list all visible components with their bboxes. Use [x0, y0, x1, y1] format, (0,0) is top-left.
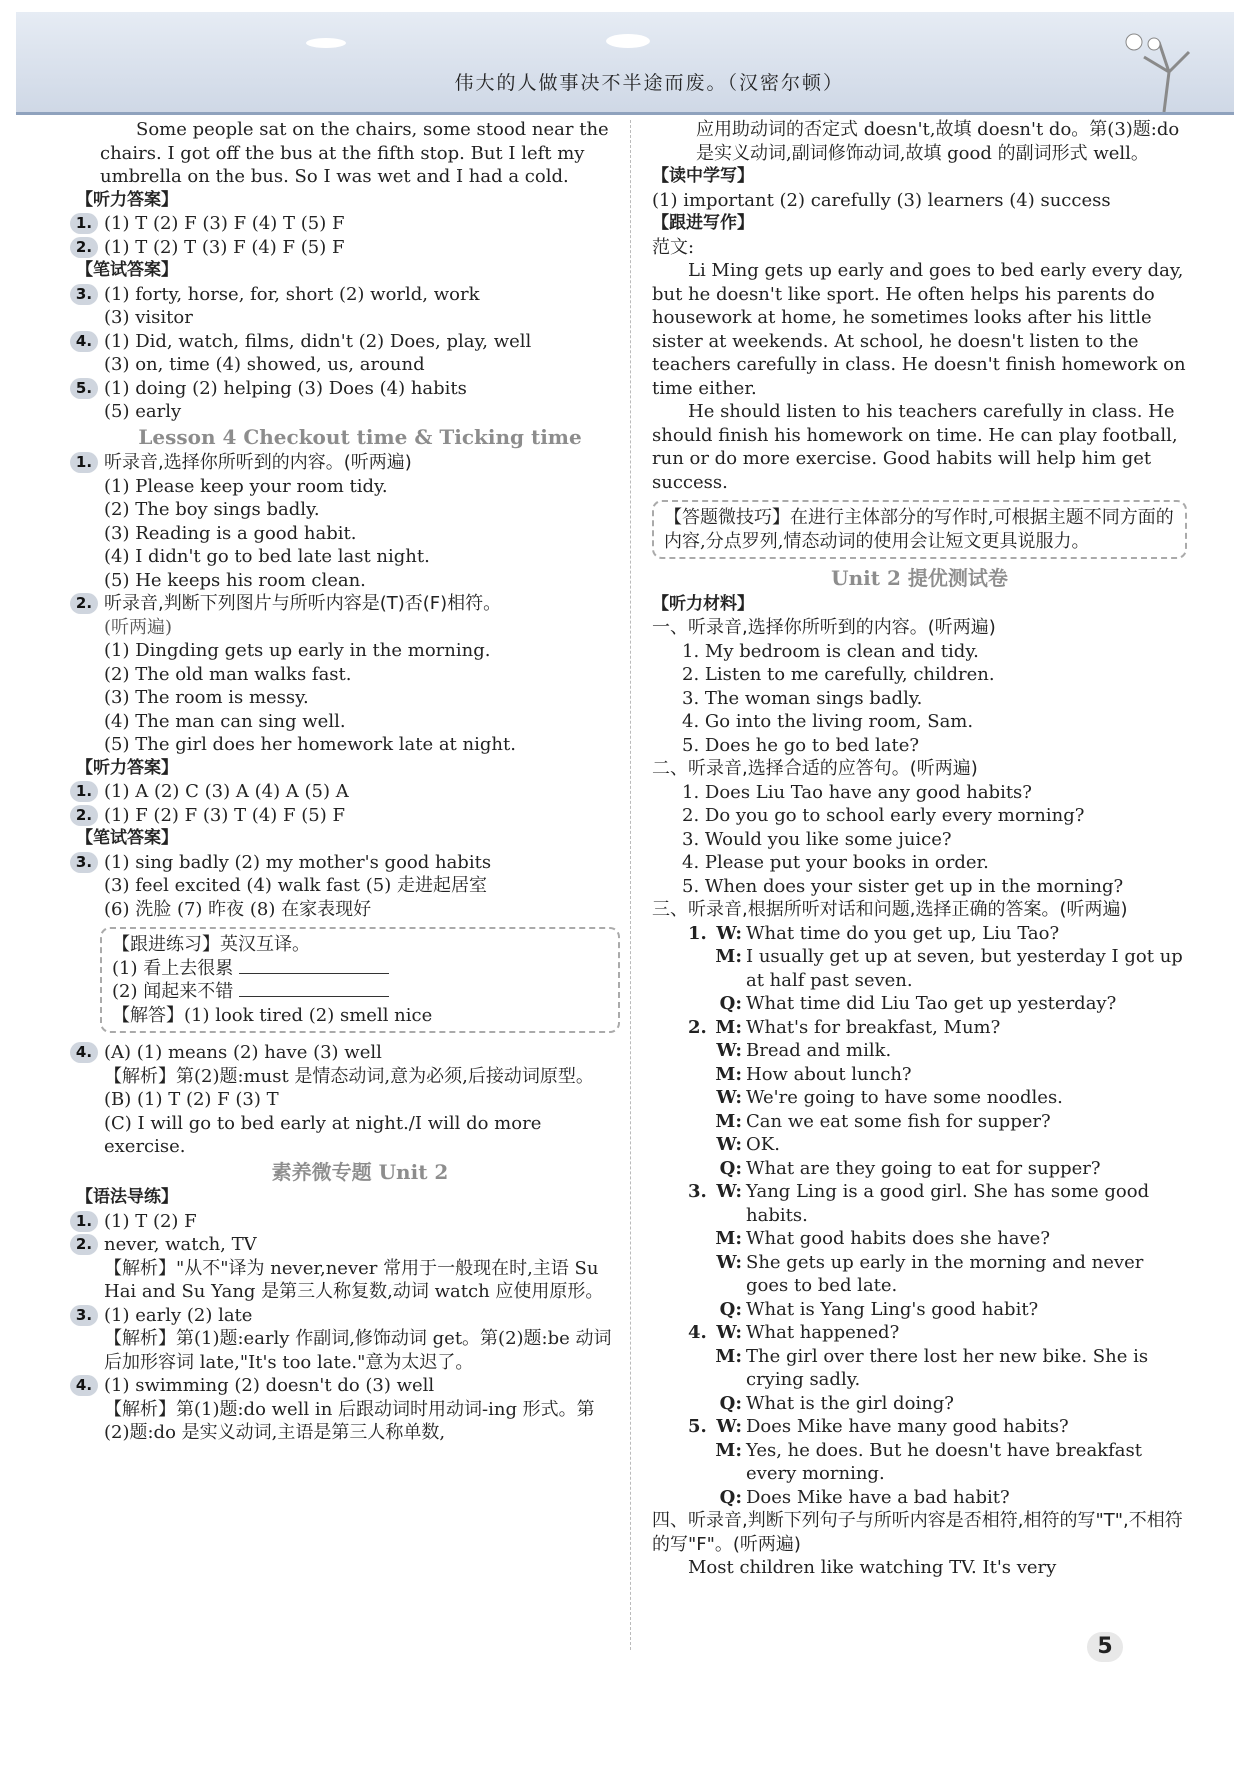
dialog-number: 4. — [688, 1322, 707, 1343]
answer-row: 2. (1) T (2) T (3) F (4) F (5) F — [100, 236, 620, 260]
answer-line: (B) (1) T (2) F (3) T — [104, 1089, 279, 1110]
dialog-number — [688, 992, 712, 1016]
dialog-speaker: W: — [716, 1416, 742, 1437]
answer-line: (6) 洗脸 (7) 昨夜 (8) 在家表现好 — [104, 898, 372, 920]
dialog-speaker: Q: — [719, 993, 742, 1014]
section-title: 【读中学写】 — [652, 166, 754, 186]
sample-label: 范文: — [652, 236, 695, 258]
dialog-number — [688, 1486, 712, 1510]
answer-row: 4. (1) swimming (2) doesn't do (3) well — [100, 1374, 620, 1398]
dialog-number — [688, 945, 712, 992]
question-row: 1. 听录音,选择你所听到的内容。(听两遍) — [100, 451, 620, 475]
dialog-number: 3. — [688, 1181, 707, 1202]
cloud-decoration — [606, 34, 650, 48]
answer-line: (1) important (2) carefully (3) learners (4) success — [652, 189, 1111, 211]
dialog-speaker: W: — [716, 922, 742, 944]
list-item: 3. Would you like some juice? — [682, 828, 952, 850]
unit-title: Unit 2 提优测试卷 — [831, 566, 1008, 590]
dialog-line — [652, 1439, 1187, 1486]
dialog-text: What happened? — [746, 1322, 900, 1343]
list-item: 3. The woman sings badly. — [682, 687, 923, 709]
answer-row: 5. (1) doing (2) helping (3) Does (4) habits — [100, 377, 620, 401]
dialog-line — [652, 1180, 1187, 1227]
list-item: 1. Does Liu Tao have any good habits? — [682, 781, 1032, 803]
column-divider — [630, 120, 631, 1650]
dialog-text: Does Mike have a bad habit? — [746, 1486, 1010, 1508]
section-title: 【听力材料】 — [652, 593, 754, 614]
answer-row: 4. (A) (1) means (2) have (3) well — [100, 1041, 620, 1065]
dialog-speaker: M: — [715, 1016, 742, 1038]
essay-paragraph: Li Ming gets up early and goes to bed early every day, but he doesn't like sport. He often helps his parents do housework at home, he sometimes looks after his little sister at weekends. At school, he doesn't listen to the teachers carefully in class. He doesn't finish homework on time either. — [652, 260, 1186, 399]
question-number: 2. — [70, 1234, 98, 1255]
practice-answer: 【解答】(1) look tired (2) smell nice — [112, 1004, 433, 1026]
practice-item: (2) 闻起来不错 — [112, 980, 608, 1004]
question-number: 1. — [70, 452, 98, 473]
dialog-number — [688, 1298, 712, 1322]
dialog-line — [652, 922, 1187, 946]
question-row: 2. 听录音,判断下列图片与所听内容是(T)否(F)相符。 — [100, 592, 620, 616]
dialog-line — [652, 1110, 1187, 1134]
answer-row: 2. (1) F (2) F (3) T (4) F (5) F — [100, 804, 620, 828]
dialog-list — [652, 922, 1187, 1510]
motto: 伟大的人做事决不半途而废。（汉密尔顿） — [454, 72, 844, 94]
analysis: 【解析】第(1)题:early 作副词,修饰动词 get。第(2)题:be 动词后加形容词 late,"It's too late."意为太迟了。 — [104, 1328, 612, 1373]
dialog-speaker: W: — [716, 1251, 742, 1273]
dialog-speaker: M: — [715, 1439, 742, 1461]
dialog-line — [652, 1298, 1187, 1322]
section-title: 【听力答案】 — [76, 757, 178, 778]
dialog-speaker: Q: — [719, 1486, 742, 1508]
list-item: 5. Does he go to bed late? — [682, 734, 920, 756]
dialog-text: What good habits does she have? — [746, 1228, 1050, 1249]
answer-line: (3) feel excited (4) walk fast (5) 走进起居室 — [104, 875, 487, 896]
dialog-speaker: M: — [715, 1110, 742, 1132]
list-item: 1. My bedroom is clean and tidy. — [682, 640, 979, 662]
answer-row: 1. (1) T (2) F (3) F (4) T (5) F — [100, 212, 620, 236]
story-text: Some people sat on the chairs, some stood near the chairs. I got off the bus at the fifth stop. But I left my umbrella on the bus. So I was wet and I had a cold. — [100, 119, 609, 187]
dialog-number: 2. — [688, 1016, 707, 1038]
answer-row: 1. (1) A (2) C (3) A (4) A (5) A — [100, 780, 620, 804]
dialog-text: What's for breakfast, Mum? — [746, 1016, 1001, 1038]
note: (听两遍) — [104, 616, 173, 638]
practice-box — [100, 927, 620, 1033]
analysis-continued: 应用助动词的否定式 doesn't,故填 doesn't do。第(3)题:do 是实义动词,副词修饰动词,故填 good 的副词形式 well。 — [696, 119, 1180, 164]
dialog-speaker: M: — [715, 1345, 742, 1367]
dialog-line — [652, 1063, 1187, 1087]
section-heading: 三、听录音,根据所听对话和问题,选择正确的答案。(听两遍) — [652, 899, 1128, 920]
question-number: 4. — [70, 331, 98, 352]
list-item: (4) I didn't go to bed late last night. — [104, 546, 430, 567]
dialog-text: The girl over there lost her new bike. She is crying sadly. — [746, 1345, 1149, 1390]
section-heading: 二、听录音,选择合适的应答句。(听两遍) — [652, 758, 978, 779]
list-item: (3) Reading is a good habit. — [104, 522, 357, 544]
section-title: 【笔试答案】 — [76, 260, 178, 280]
section-title: 【听力答案】 — [76, 189, 178, 210]
question-number: 3. — [70, 852, 98, 873]
answer-row: 4. (1) Did, watch, films, didn't (2) Does, play, well — [100, 330, 620, 354]
passage-start: Most children like watching TV. It's very — [688, 1557, 1057, 1578]
dialog-speaker: W: — [716, 1087, 742, 1108]
analysis: 【解析】"从不"译为 never,never 常用于一般现在时,主语 Su Hai and Su Yang 是第三人称复数,动词 watch 应使用原形。 — [104, 1257, 604, 1302]
list-item: (1) Dingding gets up early in the morning. — [104, 640, 491, 661]
dialog-text: What are they going to eat for supper? — [746, 1157, 1101, 1179]
dialog-number — [688, 1157, 712, 1181]
answer-row: 2. never, watch, TV — [100, 1233, 620, 1257]
lesson-title: Lesson 4 Checkout time & Ticking time — [138, 424, 582, 449]
dialog-text: What time did Liu Tao get up yesterday? — [746, 993, 1117, 1014]
dialog-number — [688, 1039, 712, 1063]
answer-row: 1. (1) T (2) F — [100, 1210, 620, 1234]
dialog-number — [688, 1227, 712, 1251]
dialog-number — [688, 1063, 712, 1087]
dialog-speaker: Q: — [719, 1157, 742, 1179]
section-title: 【语法导练】 — [76, 1187, 178, 1207]
dialog-number — [688, 1251, 712, 1298]
question-number: 2. — [70, 593, 98, 614]
dialog-line — [652, 945, 1187, 992]
answer-line: (3) on, time (4) showed, us, around — [104, 354, 425, 375]
dialog-text: Bread and milk. — [746, 1040, 892, 1061]
list-item: 2. Do you go to school early every morning? — [682, 805, 1085, 826]
dialog-line — [652, 1133, 1187, 1157]
list-item: (2) The boy sings badly. — [104, 499, 320, 520]
practice-item: (1) 看上去很累 — [112, 957, 608, 981]
list-item: (2) The old man walks fast. — [104, 663, 352, 685]
dialog-line — [652, 1039, 1187, 1063]
dialog-speaker: Q: — [719, 1392, 742, 1414]
section-heading: 四、听录音,判断下列句子与所听内容是否相符,相符的写"T",不相符的写"F"。(听两遍) — [652, 1510, 1183, 1555]
dialog-number — [688, 1392, 712, 1416]
dialog-number — [688, 1086, 712, 1110]
dialog-line — [652, 1486, 1187, 1510]
dialog-number: 1. — [688, 922, 707, 944]
dialog-line — [652, 1251, 1187, 1298]
question-number: 3. — [70, 1305, 98, 1326]
right-column — [652, 118, 1187, 1580]
dialog-line — [652, 1227, 1187, 1251]
answer-row: 3. (1) sing badly (2) my mother's good habits — [100, 851, 620, 875]
question-number: 4. — [70, 1042, 98, 1063]
essay-paragraph: He should listen to his teachers carefully in class. He should finish his homework on time. He can play football, run or do more exercise. Good habits will help him get success. — [652, 401, 1178, 493]
section-heading: 一、听录音,选择你所听到的内容。(听两遍) — [652, 617, 996, 638]
dialog-speaker: Q: — [719, 1298, 742, 1320]
practice-title: 【跟进练习】英汉互译。 — [112, 934, 310, 955]
dialog-text: What is Yang Ling's good habit? — [746, 1298, 1039, 1320]
dialog-number — [688, 1110, 712, 1134]
dialog-text: OK. — [746, 1134, 780, 1155]
dialog-text: What is the girl doing? — [746, 1392, 954, 1414]
list-item: 2. Listen to me carefully, children. — [682, 664, 995, 685]
dialog-line — [652, 992, 1187, 1016]
left-column — [75, 118, 620, 1445]
dialog-speaker: W: — [716, 1040, 742, 1061]
dialog-line — [652, 1016, 1187, 1040]
dialog-line — [652, 1157, 1187, 1181]
dialog-text: Yes, he does. But he doesn't have breakfast every morning. — [746, 1439, 1142, 1484]
answer-row: 3. (1) forty, horse, for, short (2) world, work — [100, 283, 620, 307]
dialog-text: She gets up early in the morning and never goes to bed late. — [746, 1251, 1144, 1296]
page-number: 5 — [1087, 1632, 1123, 1662]
answer-line: (3) visitor — [104, 307, 193, 328]
answer-row: 3. (1) early (2) late — [100, 1304, 620, 1328]
list-item: (4) The man can sing well. — [104, 710, 346, 732]
question-number: 3. — [70, 284, 98, 305]
list-item: (3) The room is messy. — [104, 687, 309, 708]
question-number: 2. — [70, 237, 98, 258]
dialog-text: We're going to have some noodles. — [746, 1087, 1063, 1108]
dialog-text: Can we eat some fish for supper? — [746, 1110, 1051, 1132]
list-item: 4. Please put your books in order. — [682, 852, 989, 873]
question-number: 1. — [70, 781, 98, 802]
analysis: 【解析】第(2)题:must 是情态动词,意为必须,后接动词原型。 — [104, 1065, 594, 1087]
dialog-number — [688, 1133, 712, 1157]
list-item: (5) He keeps his room clean. — [104, 569, 366, 591]
dialog-number: 5. — [688, 1416, 707, 1437]
header-banner — [16, 12, 1234, 115]
tree-icon — [1014, 12, 1234, 112]
special-topic-title: 素养微专题 Unit 2 — [271, 1159, 449, 1184]
dialog-speaker: W: — [716, 1134, 742, 1155]
dialog-text: What time do you get up, Liu Tao? — [746, 922, 1060, 944]
dialog-text: Yang Ling is a good girl. She has some good habits. — [746, 1181, 1150, 1226]
section-title: 【笔试答案】 — [76, 828, 178, 848]
dialog-speaker: W: — [716, 1181, 742, 1202]
dialog-line — [652, 1415, 1187, 1439]
dialog-speaker: M: — [715, 946, 742, 967]
dialog-speaker: M: — [715, 1228, 742, 1249]
dialog-line — [652, 1392, 1187, 1416]
dialog-text: I usually get up at seven, but yesterday I got up at half past seven. — [746, 946, 1183, 991]
list-item: (5) The girl does her homework late at night. — [104, 734, 516, 755]
dialog-text: Does Mike have many good habits? — [746, 1416, 1069, 1437]
dialog-number — [688, 1439, 712, 1486]
question-number: 2. — [70, 805, 98, 826]
dialog-line — [652, 1345, 1187, 1392]
question-number: 1. — [70, 1211, 98, 1232]
question-number: 4. — [70, 1375, 98, 1396]
analysis: 【解析】第(1)题:do well in 后跟动词时用动词-ing 形式。第(2)题:do 是实义动词,主语是第三人称单数, — [104, 1398, 595, 1443]
answer-line: (5) early — [104, 401, 182, 422]
list-item: 4. Go into the living room, Sam. — [682, 711, 974, 732]
answer-line: (C) I will go to bed early at night./I will do more exercise. — [104, 1112, 542, 1157]
list-item: (1) Please keep your room tidy. — [104, 475, 388, 497]
dialog-speaker: W: — [716, 1322, 742, 1343]
cloud-decoration — [306, 38, 346, 48]
dialog-line — [652, 1321, 1187, 1345]
tip-box: 【答题微技巧】在进行主体部分的写作时,可根据主题不同方面的内容,分点罗列,情态动词的使用会让短文更具说服力。 — [652, 500, 1187, 559]
question-number: 5. — [70, 378, 98, 399]
list-item: 5. When does your sister get up in the morning? — [682, 875, 1124, 897]
section-title: 【跟进写作】 — [652, 213, 754, 233]
dialog-speaker: M: — [715, 1063, 742, 1085]
question-number: 1. — [70, 213, 98, 234]
dialog-number — [688, 1345, 712, 1392]
dialog-text: How about lunch? — [746, 1063, 912, 1085]
dialog-line — [652, 1086, 1187, 1110]
